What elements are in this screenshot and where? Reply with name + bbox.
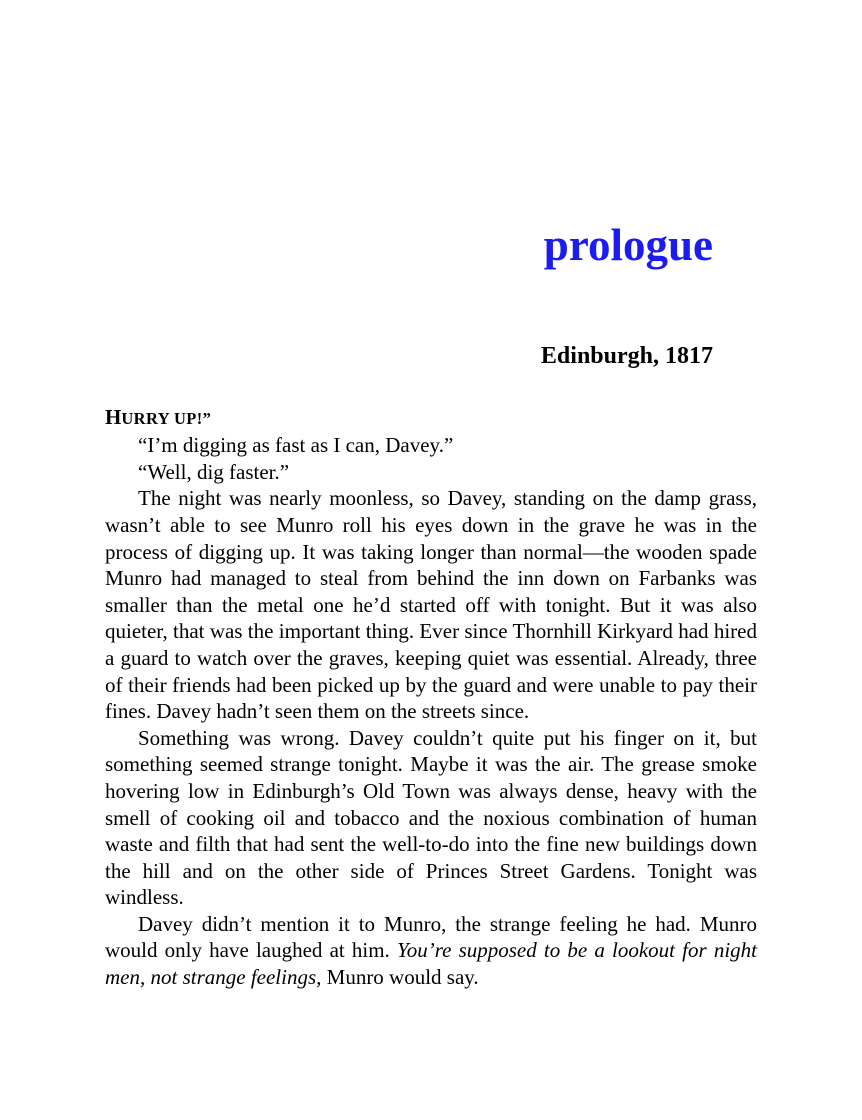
paragraph-list [105, 404, 757, 991]
text-run: The night was nearly moonless, so Davey, standing on the damp grass, wasn’t able to see Munro roll his eyes down in the grave he was in the process of digging up. It was taking longer than normal—the wooden spade Munro had managed to steal from behind the inn down on Farbanks was smaller than the metal one he’d started off with tonight. But it was also quieter, that was the important thing. Ever since Thornhill Kirkyard had hired a guard to watch over the graves, keeping quiet was essential. Already, three of their friends had been picked up by the guard and were unable to pay their fines. Davey hadn’t seen them on the streets since. [105, 486, 757, 724]
text-run: Something was wrong. Davey couldn’t quite put his finger on it, but something seemed strange tonight. Maybe it was the air. The grease smoke hovering low in Edinburgh’s Old Town was always dense, heavy with the smell of cooking oil and tobacco and the noxious combination of human waste and filth that had sent the well-to-do into the fine new buildings down the hill and on the other side of Princes Street Gardens. Tonight was windless. [105, 725, 757, 910]
chapter-heading: prologue [543, 220, 713, 270]
text-run: “Well, dig faster.” [138, 459, 290, 484]
small-caps-text: URRY UP!” [121, 408, 212, 428]
paragraph [105, 725, 757, 911]
paragraph [105, 459, 757, 486]
lead-capital: H [105, 404, 122, 429]
text-run: Davey didn’t mention it to Munro, the strange feeling he had. Munro would only have laughed at him. [105, 911, 757, 963]
text-run: “I’m digging as fast as I can, Davey.” [138, 433, 454, 458]
chapter-subheading: Edinburgh, 1817 [540, 343, 713, 369]
paragraph [105, 404, 757, 433]
text-run: Munro would say. [321, 965, 479, 990]
paragraph [105, 432, 757, 459]
italic-text-run: You’re supposed to be a lookout for night men, not strange feelings, [105, 938, 757, 990]
paragraph [105, 911, 757, 991]
paragraph [105, 485, 757, 724]
